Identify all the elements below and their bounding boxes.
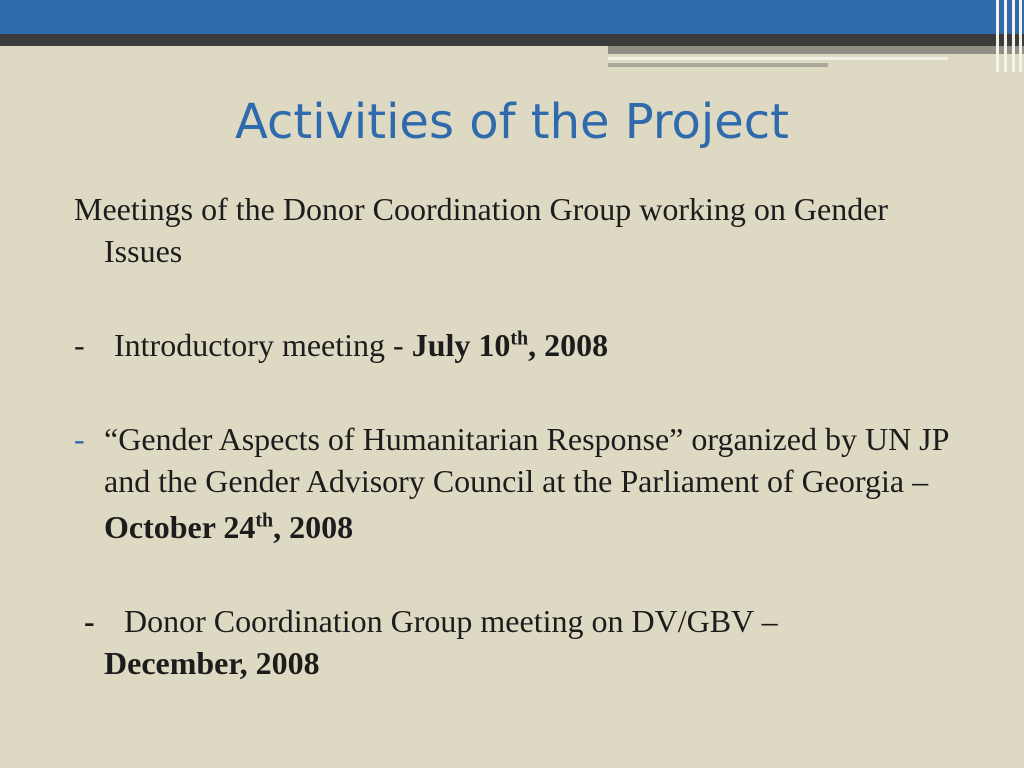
list-item — [74, 418, 974, 502]
header-blue-bar — [0, 0, 1024, 34]
item-text: Donor Coordination Group meeting on DV/GBV – — [124, 603, 778, 639]
slide-body — [74, 188, 974, 684]
item-text: Introductory meeting - — [114, 327, 412, 363]
item-date-line — [74, 506, 974, 548]
item-date: December, 2008 — [104, 645, 320, 681]
list-item — [74, 600, 974, 684]
dash-bullet: - — [84, 603, 95, 639]
header-right-stripe — [1004, 0, 1007, 72]
dash-bullet: - — [74, 421, 85, 457]
slide-title: Activities of the Project — [234, 94, 789, 150]
header-light-line — [608, 57, 948, 60]
header-dark-band — [0, 34, 1024, 46]
intro-paragraph: Meetings of the Donor Coordination Group working on Gender Issues — [74, 191, 889, 269]
item-text: “Gender Aspects of Humanitarian Response” organized by UN JP and the Gender Advisory Council at the Parliament of Georgia – — [104, 421, 949, 499]
item-date: October 24th, 2008 — [104, 509, 354, 545]
header-grey-line — [608, 63, 828, 67]
header-right-stripe — [1019, 0, 1022, 72]
header-grey-band — [608, 46, 1024, 54]
item-date: July 10th, 2008 — [411, 327, 609, 363]
dash-bullet: - — [74, 327, 85, 363]
header-right-stripe — [996, 0, 999, 72]
header-right-stripe — [1012, 0, 1015, 72]
list-item — [74, 324, 974, 366]
